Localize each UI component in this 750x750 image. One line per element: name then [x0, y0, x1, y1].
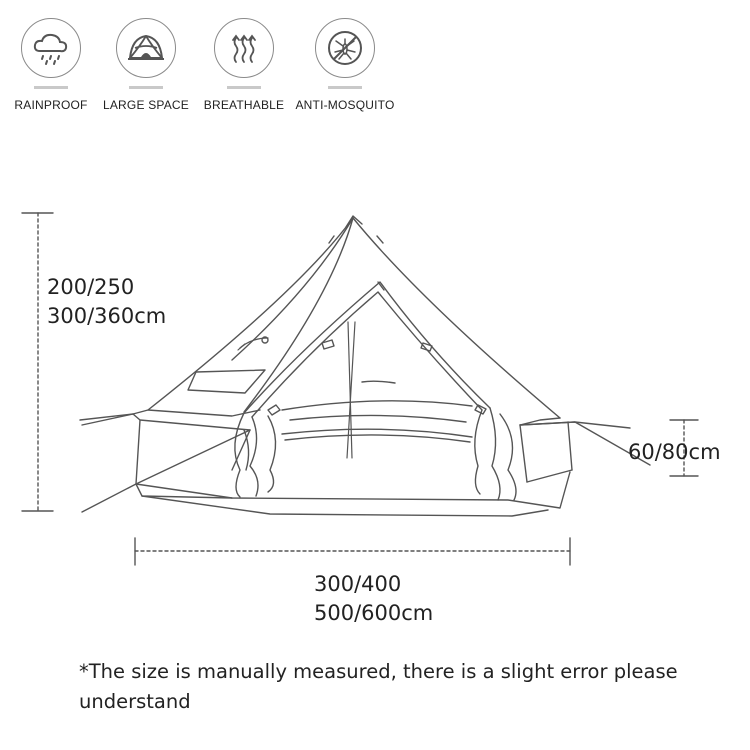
height-label-line1: 200/250 [47, 275, 135, 299]
height-dimension-line [22, 213, 53, 511]
feature-label-large-space: LARGE SPACE [102, 98, 189, 112]
wall-height-label [628, 438, 721, 467]
diameter-label-line2: 500/600cm [314, 601, 434, 625]
height-label-line2: 300/360cm [47, 304, 167, 328]
feature-label-anti-mosquito: ANTI-MOSQUITO [295, 98, 395, 112]
feature-label-breathable: BREATHABLE [203, 98, 285, 112]
bell-tent [80, 216, 650, 516]
height-label [47, 273, 166, 331]
diameter-label [314, 570, 433, 628]
measurement-note: *The size is manually measured, there is a slight error please understand [79, 660, 678, 713]
feature-label-rainproof: RAINPROOF [14, 98, 88, 112]
diameter-dimension-line [135, 538, 570, 565]
diameter-label-line1: 300/400 [314, 572, 402, 596]
wall-height-label-text: 60/80cm [628, 440, 721, 464]
